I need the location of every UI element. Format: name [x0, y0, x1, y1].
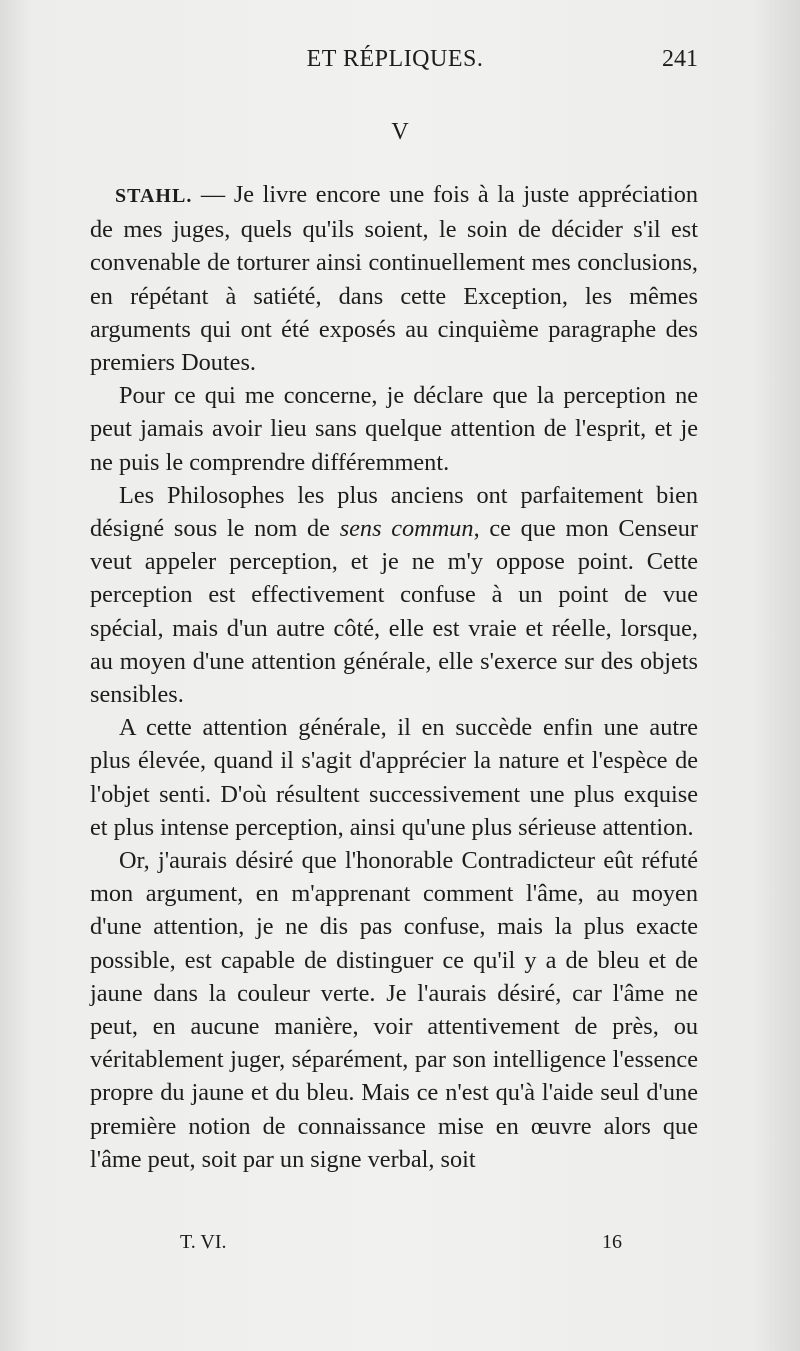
- page-number: 241: [662, 46, 698, 72]
- paragraph-text: Les Philosophes les plus anciens ont parfaitement bien désigné sous le nom de: [90, 481, 698, 543]
- paragraph: Or, j'aurais désiré que l'honorable Contradicteur eût réfuté mon argument, en m'apprenant comment l'âme, au moyen d'une attention, je ne dis pas confuse, mais la plus exacte possible, est capable de distinguer ce qu'il y a de bleu et de jaune dans la couleur verte. Je l'aurais désiré, car l'âme ne peut, en aucune manière, voir attentivement de près, ou véritablement juger, séparément, par son intelligence l'essence propre du jaune et du bleu. Mais ce n'est qu'à l'aide seul d'une première notion de connaissance mise en œuvre alors que l'âme peut, soit par un signe verbal, soit: [90, 847, 698, 1173]
- paragraph: Pour ce qui me concerne, je déclare que la perception ne peut jamais avoir lieu sans quelque attention de l'esprit, et je ne puis le comprendre différemment.: [90, 382, 698, 476]
- paragraph: A cette attention générale, il en succède enfin une autre plus élevée, quand il s'agit d'apprécier la nature et l'espèce de l'objet senti. D'où résultent successivement une plus exquise et plus intense perception, ainsi qu'une plus sérieuse attention.: [90, 714, 698, 841]
- speaker-name: STAHL.: [115, 185, 193, 207]
- sheet-signature: 16: [602, 1231, 622, 1253]
- section-numeral: V: [391, 119, 409, 145]
- paragraph: [90, 178, 698, 379]
- paragraph-text: — Je livre encore une fois à la juste appréciation de mes juges, quels qu'ils soient, le soin de décider s'il est convenable de torturer ainsi continuellement mes conclusions, en répétant à satiété, dans cette Exception, les mêmes arguments qui ont été exposés au cinquième paragraphe des premiers Doutes.: [90, 181, 698, 377]
- body-text: [90, 178, 698, 1176]
- paragraph-text: , ce que mon Censeur veut appeler perception, et je ne m'y oppose point. Cette perception est effectivement confuse à un point de vue spécial, mais d'un autre côté, elle est vraie et réelle, lorsque, au moyen d'une attention générale, elle s'exerce sur des objets sensibles.: [90, 515, 698, 709]
- volume-signature: T. VI.: [180, 1231, 227, 1253]
- emphasized-term: sens commun: [339, 515, 474, 543]
- running-head: ET RÉPLIQUES.: [306, 46, 484, 72]
- page-header: [92, 42, 698, 76]
- paragraph: [90, 479, 698, 711]
